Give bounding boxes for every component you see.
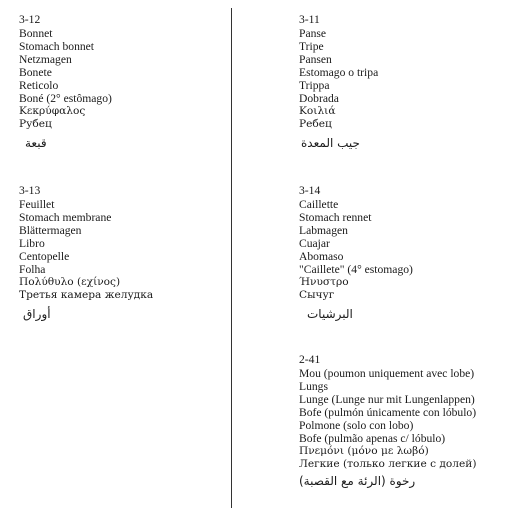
term-french: Mou (poumon uniquement avec lobe) — [299, 367, 475, 380]
term-english: Stomach rennet — [299, 211, 372, 224]
entry-code: 3-14 — [299, 184, 321, 197]
term-russian: Рубец — [19, 118, 52, 130]
term-arabic: رخوة (الرئة مع القصبة) — [299, 474, 416, 488]
entry-code: 3-11 — [299, 13, 320, 26]
term-greek: Πνεμόνι (μόνο με λωβό) — [299, 445, 429, 457]
term-english: Stomach membrane — [19, 211, 112, 224]
term-portuguese: Bofe (pulmão apenas c/ lóbulo) — [299, 432, 446, 445]
term-french: Caillette — [299, 198, 339, 211]
term-german: Pansen — [299, 53, 332, 66]
term-german: Labmagen — [299, 224, 348, 237]
term-french: Feuillet — [19, 198, 55, 211]
term-portuguese: Boné (2° estômago) — [19, 92, 112, 105]
term-italian: Trippa — [299, 79, 330, 92]
term-portuguese: Dobrada — [299, 92, 339, 105]
term-german: Blättermagen — [19, 224, 82, 237]
term-russian: Легкие (только легкие с долей) — [299, 458, 477, 470]
term-russian: Ребец — [299, 118, 332, 130]
term-english: Stomach bonnet — [19, 40, 95, 53]
term-russian: Третья камера желудка — [19, 289, 154, 301]
term-spanish: Libro — [19, 237, 45, 250]
entry-3-14 — [299, 184, 413, 321]
term-russian: Сычуг — [299, 289, 335, 301]
entry-code: 2-41 — [299, 353, 321, 366]
term-arabic: قبعة — [25, 136, 47, 150]
term-italian: Reticolo — [19, 79, 59, 92]
term-greek: Κοιλιά — [299, 105, 336, 117]
term-german: Netzmagen — [19, 53, 72, 66]
entry-code: 3-12 — [19, 13, 41, 26]
term-english: Tripe — [299, 40, 324, 53]
term-greek: Κεκρύφαλος — [19, 105, 86, 117]
term-french: Bonnet — [19, 27, 53, 40]
term-spanish: Bofe (pulmón únicamente con lóbulo) — [299, 406, 477, 419]
term-arabic: البرشيات — [307, 307, 353, 321]
term-spanish: Estomago o tripa — [299, 66, 379, 79]
term-spanish: Bonete — [19, 66, 52, 79]
entry-3-12 — [19, 13, 112, 150]
entry-2-41 — [299, 353, 476, 488]
term-arabic: جيب المعدة — [301, 136, 360, 150]
term-english: Lungs — [299, 380, 328, 393]
term-portuguese: "Caillete" (4° estomago) — [299, 263, 413, 276]
term-greek: Πολύθυλο (εχίνος) — [19, 276, 121, 288]
term-french: Panse — [299, 27, 327, 40]
entry-3-11 — [299, 13, 378, 150]
term-spanish: Cuajar — [299, 237, 330, 250]
term-german: Lunge (Lunge nur mit Lungenlappen) — [299, 393, 475, 406]
term-italian: Centopelle — [19, 250, 70, 263]
term-portuguese: Folha — [19, 263, 46, 276]
term-italian: Abomaso — [299, 250, 344, 263]
term-arabic: أوراق — [23, 307, 51, 321]
entry-code: 3-13 — [19, 184, 41, 197]
column-divider — [231, 8, 232, 508]
entry-3-13 — [19, 184, 153, 321]
term-greek: Ήνυστρο — [299, 276, 349, 288]
term-italian: Polmone (solo con lobo) — [299, 419, 414, 432]
